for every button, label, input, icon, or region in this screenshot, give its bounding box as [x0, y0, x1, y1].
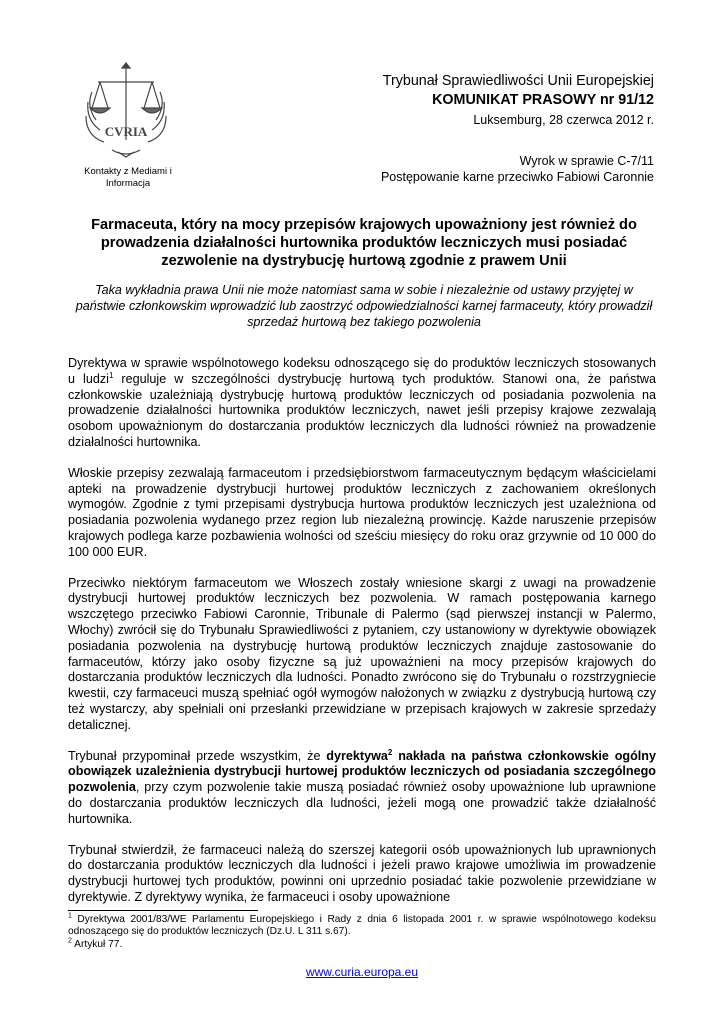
- body-text: [68, 356, 656, 921]
- footnotes: [68, 914, 656, 951]
- press-title: Farmaceuta, który na mocy przepisów krajowych upoważniony jest również do prowadzenia działalności hurtownika produktów leczniczych musi posiadać zezwolenie na dystrybucję hurtową zgodnie z prawem Unii: [91, 217, 637, 269]
- p1-text-b: reguluje w szczególności dystrybucję hurtową tych produktów. Stanowi ona, że państwa członkowskie uzależniają dystrybucję hurtową produktów leczniczych od posiadania pozwolenia na prowadzenie działalności hurtownika produktów leczniczych, nawet jeśli przepisy krajowe zezwalają osobom upoważnionym do dostarczania produktów leczniczych dla ludności również na prowadzenie działalności hurtownika.: [68, 371, 656, 449]
- paragraph-4: [68, 749, 656, 828]
- media-contact: [72, 166, 184, 190]
- place-date: Luksemburg, 28 czerwca 2012 r.: [473, 113, 654, 127]
- header-block: [381, 72, 654, 185]
- footnote-1: [68, 914, 656, 939]
- footnote-2: [68, 939, 656, 951]
- contact-line-1: Kontakty z Mediami i: [84, 166, 172, 177]
- footnote-1-text: Dyrektywa 2001/83/WE Parlamentu Europejskiego i Rady z dnia 6 listopada 2001 r. w sprawie wspólnotowego kodeksu odnoszącego się do produktów leczniczych (Dz.U. L 311 s.67).: [68, 914, 656, 938]
- footer: [0, 965, 724, 979]
- p4-bold-1: dyrektywa: [326, 748, 388, 763]
- paragraph-3: Przeciwko niektórym farmaceutom we Włoszech zostały wniesione skargi z uwagi na prowadzenie dystrybucji hurtowej produktów leczniczych bez pozwolenia. W ramach postępowania karnego wszczętego przeciwko Fabiowi Caronnie, Tribunale di Palermo (sąd pierwszej instancji w Palermo, Włochy) zwrócił się do Trybunału Sprawiedliwości z pytaniem, czy ustanowiony w dyrektywie obowiązek posiadania pozwolenia na dystrybucję hurtową produktów leczniczych znajduje zastosowanie do farmaceutów, którzy jako osoby fizyczne są już upoważnieni na mocy przepisów krajowych do dostarczania produktów leczniczych dla ludności. Ponadto zwrócono się do Trybunału o rozstrzygniecie kwestii, czy farmaceuci muszą spełniać ogół wymogów nałożonych w związku z dystrybucją hurtową czy też wystarczy, aby spełniali oni przesłanki przewidziane w przepisach krajowych w zakresie sprzedaży detalicznej.: [68, 575, 656, 732]
- paragraph-5: Trybunał stwierdził, że farmaceuci należą do szerszej kategorii osób upoważnionych lub uprawnionych do dostarczania produktów leczniczych dla ludności i jeżeli prawo krajowe umożliwia im prowadzenie dystrybucji hurtowej tych produktów, powinni oni uprzednio posiadać takie pozwolenie przewidziane w dyrektywie. Z dyrektywy wynika, że farmaceuci i osoby upoważnione: [68, 842, 656, 904]
- cvria-logo: [82, 60, 170, 160]
- case-number: Wyrok w sprawie C-7/11: [519, 154, 654, 168]
- paragraph-2: Włoskie przepisy zezwalają farmaceutom i przedsiębiorstwom farmaceutycznym będącym właścicielami apteki na prowadzenie dystrybucji hurtowej produktów leczniczych z zachowaniem określonych wymogów. Zgodnie z tymi przepisami dystrybucja hurtowa produktów leczniczych jest uzależniona od posiadania pozwolenia wydanego przez region lub niezależną prowincję. Każde naruszenie przepisów krajowych podlega karze pozbawienia wolności od sześciu miesięcy do roku oraz grzywnie od 10 000 do 100 000 EUR.: [68, 465, 656, 559]
- footnote-ref-1: 1: [108, 370, 114, 380]
- p4-bold-2: nakłada na państwa członkowskie ogólny obowiązek uzależnienia dystrybucji hurtowej produktów leczniczych od posiadania szczególnego pozwolenia: [68, 748, 656, 795]
- logo-text: CVRIA: [104, 124, 148, 139]
- court-name: Trybunał Sprawiedliwości Unii Europejskiej: [382, 73, 654, 89]
- p1-text-a: Dyrektywa w sprawie wspólnotowego kodeksu odnoszącego się do produktów leczniczych stosowanych u ludzi: [68, 356, 656, 386]
- proceedings: Postępowanie karne przeciwko Fabiowi Caronnie: [380, 170, 654, 184]
- press-release-number: KOMUNIKAT PRASOWY nr 91/12: [432, 92, 654, 108]
- press-subtitle: Taka wykładnia prawa Unii nie może natomiast sama w sobie i niezależnie od ustawy przyjętej w państwie członkowskim wprowadzić lub zaostrzyć odpowiedzialności karnej farmaceuty, który prowadził sprzedaż hurtową bez takiego pozwolenia: [75, 283, 653, 329]
- footnote-1-number: 1: [68, 912, 72, 920]
- footnote-ref-2: 2: [387, 747, 393, 757]
- curia-website-link[interactable]: www.curia.europa.eu: [305, 965, 419, 979]
- footnote-2-text: Artykuł 77.: [71, 938, 123, 950]
- footnote-separator: [68, 910, 258, 911]
- p4-text-a: Trybunał przypominał przede wszystkim, że: [68, 748, 327, 763]
- contact-line-2: Informacja: [105, 178, 151, 189]
- paragraph-1: [68, 356, 656, 451]
- p4-text-b: , przy czym pozwolenie takie muszą posiadać również osoby upoważnione lub uprawnione do dostarczania produktów leczniczych dla ludności, jeżeli mogą one prowadzić także działalność hurtownika.: [68, 780, 656, 826]
- footnote-2-number: 2: [68, 937, 72, 945]
